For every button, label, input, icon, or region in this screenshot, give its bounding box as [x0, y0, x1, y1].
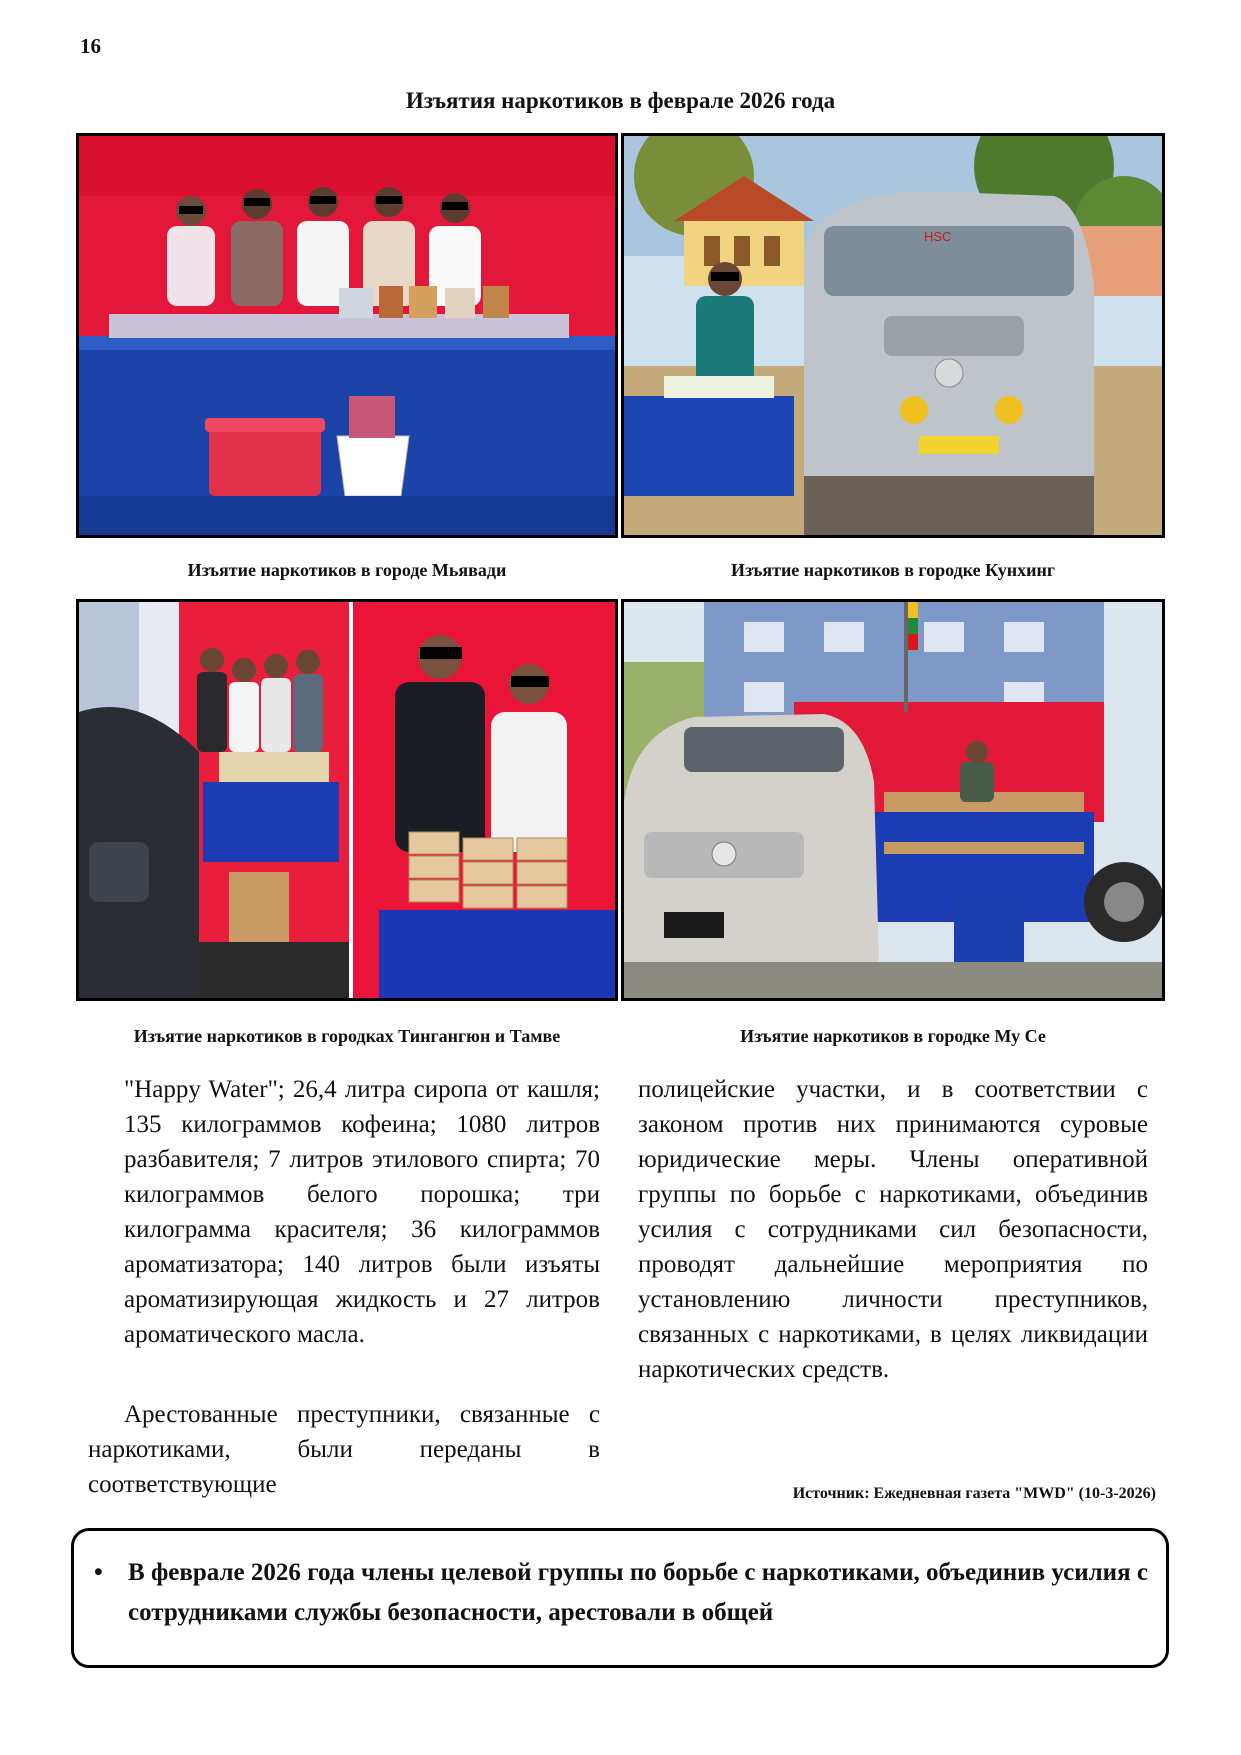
van-sign-text: HSC [924, 229, 952, 244]
summary-callout [71, 1528, 1169, 1668]
article-right-paragraph: полицейские участки, и в соответствии с законом против них принимаются суровые юридические меры. Члены оперативной группы по борьбе с наркотиками, объединив усилия с сотрудниками сил безопасности, проводят дальнейшие мероприятия по установлению личности преступников, связанных с наркотиками, в целях ликвидации наркотических средств. [638, 1076, 1148, 1383]
page-title: Изъятия наркотиков в феврале 2026 года [405, 88, 836, 113]
bullet-icon: • [94, 1559, 103, 1586]
photo-kunhing [621, 133, 1165, 538]
caption-kunhing: Изъятие наркотиков в городке Кунхинг [730, 560, 1056, 580]
article-left-paragraph-1: "Happy Water"; 26,4 литра сиропа от кашля; 135 килограммов кофеина; 1080 литров разбавителя; 7 литров этилового спирта; 70 килограммов белого порошка; три килограмма красителя; 36 килограммов ароматизатора; 140 литров были изъяты ароматизирующая жидкость и 27 литров ароматического масла. [124, 1076, 600, 1348]
summary-callout-text: В феврале 2026 года члены целевой группы по борьбе с наркотиками, объединив усилия с сотрудниками службы безопасности, арестовали в общей [128, 1559, 1148, 1626]
photo-myawaddy [76, 133, 618, 538]
photo-muse [621, 599, 1165, 1001]
article-left-paragraph-2: Арестованные преступники, связанные с наркотиками, были переданы в соответствующие [88, 1401, 600, 1498]
caption-muse: Изъятие наркотиков в городке Му Се [740, 1026, 1046, 1046]
source-note: Источник: Ежедневная газета "MWD" (10-3-2026) [792, 1485, 1156, 1502]
caption-myawaddy: Изъятие наркотиков в городе Мьявади [187, 560, 507, 580]
caption-thingangyun-tamwe: Изъятие наркотиков в городках Тингангюн и Тамве [133, 1026, 561, 1046]
photo-thingangyun-tamwe [76, 599, 618, 1001]
page-number: 16 [80, 34, 101, 58]
